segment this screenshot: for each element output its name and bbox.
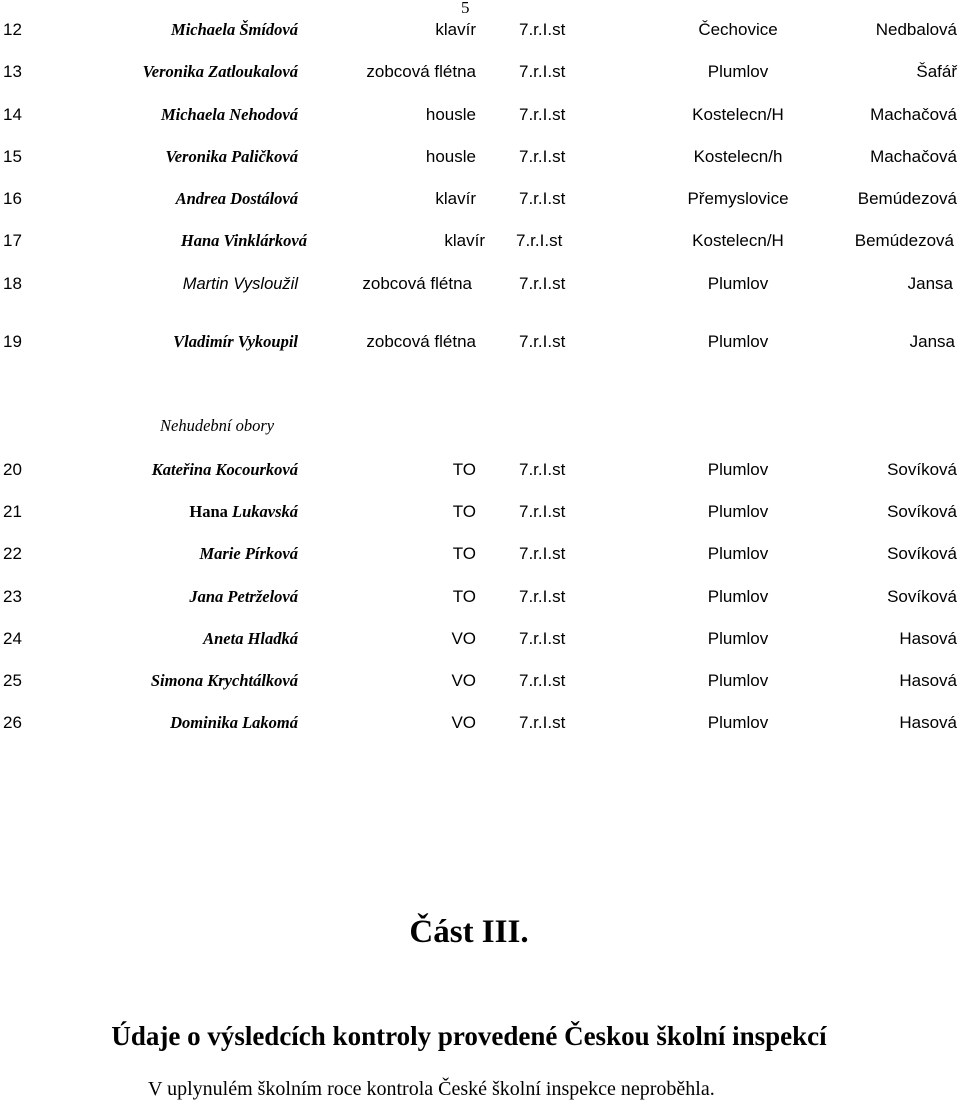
row-number: 15 bbox=[3, 147, 22, 166]
place: Plumlov bbox=[707, 713, 769, 732]
page-number: 5 bbox=[461, 0, 470, 17]
teacher: Bemúdezová bbox=[857, 189, 957, 208]
teacher: Bemúdezová bbox=[854, 231, 954, 250]
student-last-name: Lukavská bbox=[232, 502, 298, 521]
field: VO bbox=[451, 713, 476, 732]
grade: 7.r.I.st bbox=[519, 587, 566, 606]
instrument: zobcová flétna bbox=[366, 332, 476, 351]
instrument: klavír bbox=[435, 20, 476, 39]
instrument: housle bbox=[425, 105, 476, 124]
student-name: Michaela Nehodová bbox=[160, 105, 298, 124]
teacher: Sovíková bbox=[887, 544, 957, 563]
place: Plumlov bbox=[707, 587, 769, 606]
student-name: Andrea Dostálová bbox=[175, 189, 298, 208]
row-number: 25 bbox=[3, 671, 22, 690]
teacher: Sovíková bbox=[887, 502, 957, 521]
table-row bbox=[0, 711, 960, 735]
row-number: 26 bbox=[3, 713, 22, 732]
place: Kostelecn/h bbox=[693, 147, 783, 166]
student-name: Simona Krychtálková bbox=[150, 671, 298, 690]
row-number: 19 bbox=[3, 332, 22, 351]
grade: 7.r.I.st bbox=[519, 460, 566, 479]
student-name: Aneta Hladká bbox=[203, 629, 298, 648]
student-name: Martin Vysloužil bbox=[182, 275, 298, 293]
student-name: Kateřina Kocourková bbox=[151, 460, 298, 479]
row-number: 21 bbox=[3, 502, 22, 521]
field: TO bbox=[452, 587, 476, 606]
teacher: Sovíková bbox=[887, 587, 957, 606]
place: Plumlov bbox=[707, 671, 769, 690]
grade: 7.r.I.st bbox=[519, 502, 566, 521]
teacher: Jansa bbox=[909, 332, 955, 351]
place: Kostelecn/H bbox=[692, 105, 784, 124]
student-name: Vladimír Vykoupil bbox=[173, 332, 298, 351]
field: TO bbox=[452, 502, 476, 521]
table-row bbox=[0, 272, 960, 296]
row-number: 16 bbox=[3, 189, 22, 208]
grade: 7.r.I.st bbox=[519, 713, 566, 732]
instrument: zobcová flétna bbox=[362, 274, 472, 293]
section-label: Nehudební obory bbox=[160, 416, 275, 435]
table-row bbox=[0, 669, 960, 693]
row-number: 24 bbox=[3, 629, 22, 648]
row-number: 12 bbox=[3, 20, 22, 39]
student-name: Dominika Lakomá bbox=[170, 713, 298, 732]
table-row bbox=[0, 60, 960, 84]
teacher: Hasová bbox=[899, 671, 957, 690]
grade: 7.r.I.st bbox=[519, 332, 566, 351]
row-number: 13 bbox=[3, 62, 22, 81]
place: Plumlov bbox=[707, 502, 769, 521]
student-name bbox=[189, 500, 298, 524]
grade: 7.r.I.st bbox=[519, 20, 566, 39]
grade: 7.r.I.st bbox=[516, 231, 563, 250]
instrument: housle bbox=[425, 147, 476, 166]
teacher: Sovíková bbox=[887, 460, 957, 479]
table-row bbox=[0, 500, 960, 524]
student-name: Marie Pírková bbox=[199, 544, 298, 563]
field: TO bbox=[452, 544, 476, 563]
grade: 7.r.I.st bbox=[519, 629, 566, 648]
row-number: 20 bbox=[3, 460, 22, 479]
instrument: klavír bbox=[435, 189, 476, 208]
teacher: Machačová bbox=[870, 105, 957, 124]
table-row bbox=[0, 627, 960, 651]
place: Přemyslovice bbox=[687, 189, 789, 208]
row-number: 22 bbox=[3, 544, 22, 563]
teacher: Jansa bbox=[907, 274, 953, 293]
table-row bbox=[0, 18, 960, 42]
grade: 7.r.I.st bbox=[519, 147, 566, 166]
body-text: V uplynulém školním roce kontrola České školní inspekce neproběhla. bbox=[148, 1078, 715, 1100]
teacher: Machačová bbox=[870, 147, 957, 166]
teacher: Hasová bbox=[899, 629, 957, 648]
grade: 7.r.I.st bbox=[519, 274, 566, 293]
grade: 7.r.I.st bbox=[519, 105, 566, 124]
student-name: Hana Vinklárková bbox=[180, 231, 307, 250]
grade: 7.r.I.st bbox=[519, 544, 566, 563]
place: Plumlov bbox=[707, 332, 769, 351]
section-heading: Údaje o výsledcích kontroly provedené Českou školní inspekcí bbox=[111, 1021, 827, 1051]
row-number: 14 bbox=[3, 105, 22, 124]
student-name: Veronika Zatloukalová bbox=[142, 62, 298, 81]
teacher: Nedbalová bbox=[875, 20, 957, 39]
field: VO bbox=[451, 629, 476, 648]
table-row bbox=[0, 585, 960, 609]
grade: 7.r.I.st bbox=[519, 62, 566, 81]
student-name: Veronika Paličková bbox=[165, 147, 298, 166]
place: Čechovice bbox=[698, 20, 778, 39]
instrument: klavír bbox=[444, 231, 485, 250]
table-row bbox=[0, 103, 960, 127]
field: TO bbox=[452, 460, 476, 479]
student-first-name: Hana bbox=[189, 502, 228, 521]
place: Kostelecn/H bbox=[692, 231, 784, 250]
grade: 7.r.I.st bbox=[519, 671, 566, 690]
table-row bbox=[0, 229, 960, 253]
field: VO bbox=[451, 671, 476, 690]
part-title: Část III. bbox=[409, 914, 529, 950]
student-name: Michaela Šmídová bbox=[171, 20, 298, 39]
table-row bbox=[0, 330, 960, 354]
table-row bbox=[0, 458, 960, 482]
row-number: 23 bbox=[3, 587, 22, 606]
instrument: zobcová flétna bbox=[366, 62, 476, 81]
student-name: Jana Petrželová bbox=[189, 587, 298, 606]
place: Plumlov bbox=[707, 544, 769, 563]
table-row bbox=[0, 187, 960, 211]
place: Plumlov bbox=[707, 629, 769, 648]
place: Plumlov bbox=[707, 62, 769, 81]
place: Plumlov bbox=[707, 274, 769, 293]
teacher: Šafář bbox=[916, 62, 957, 81]
row-number: 17 bbox=[3, 231, 22, 250]
table-row bbox=[0, 145, 960, 169]
row-number: 18 bbox=[3, 274, 22, 293]
teacher: Hasová bbox=[899, 713, 957, 732]
table-row bbox=[0, 542, 960, 566]
grade: 7.r.I.st bbox=[519, 189, 566, 208]
place: Plumlov bbox=[707, 460, 769, 479]
